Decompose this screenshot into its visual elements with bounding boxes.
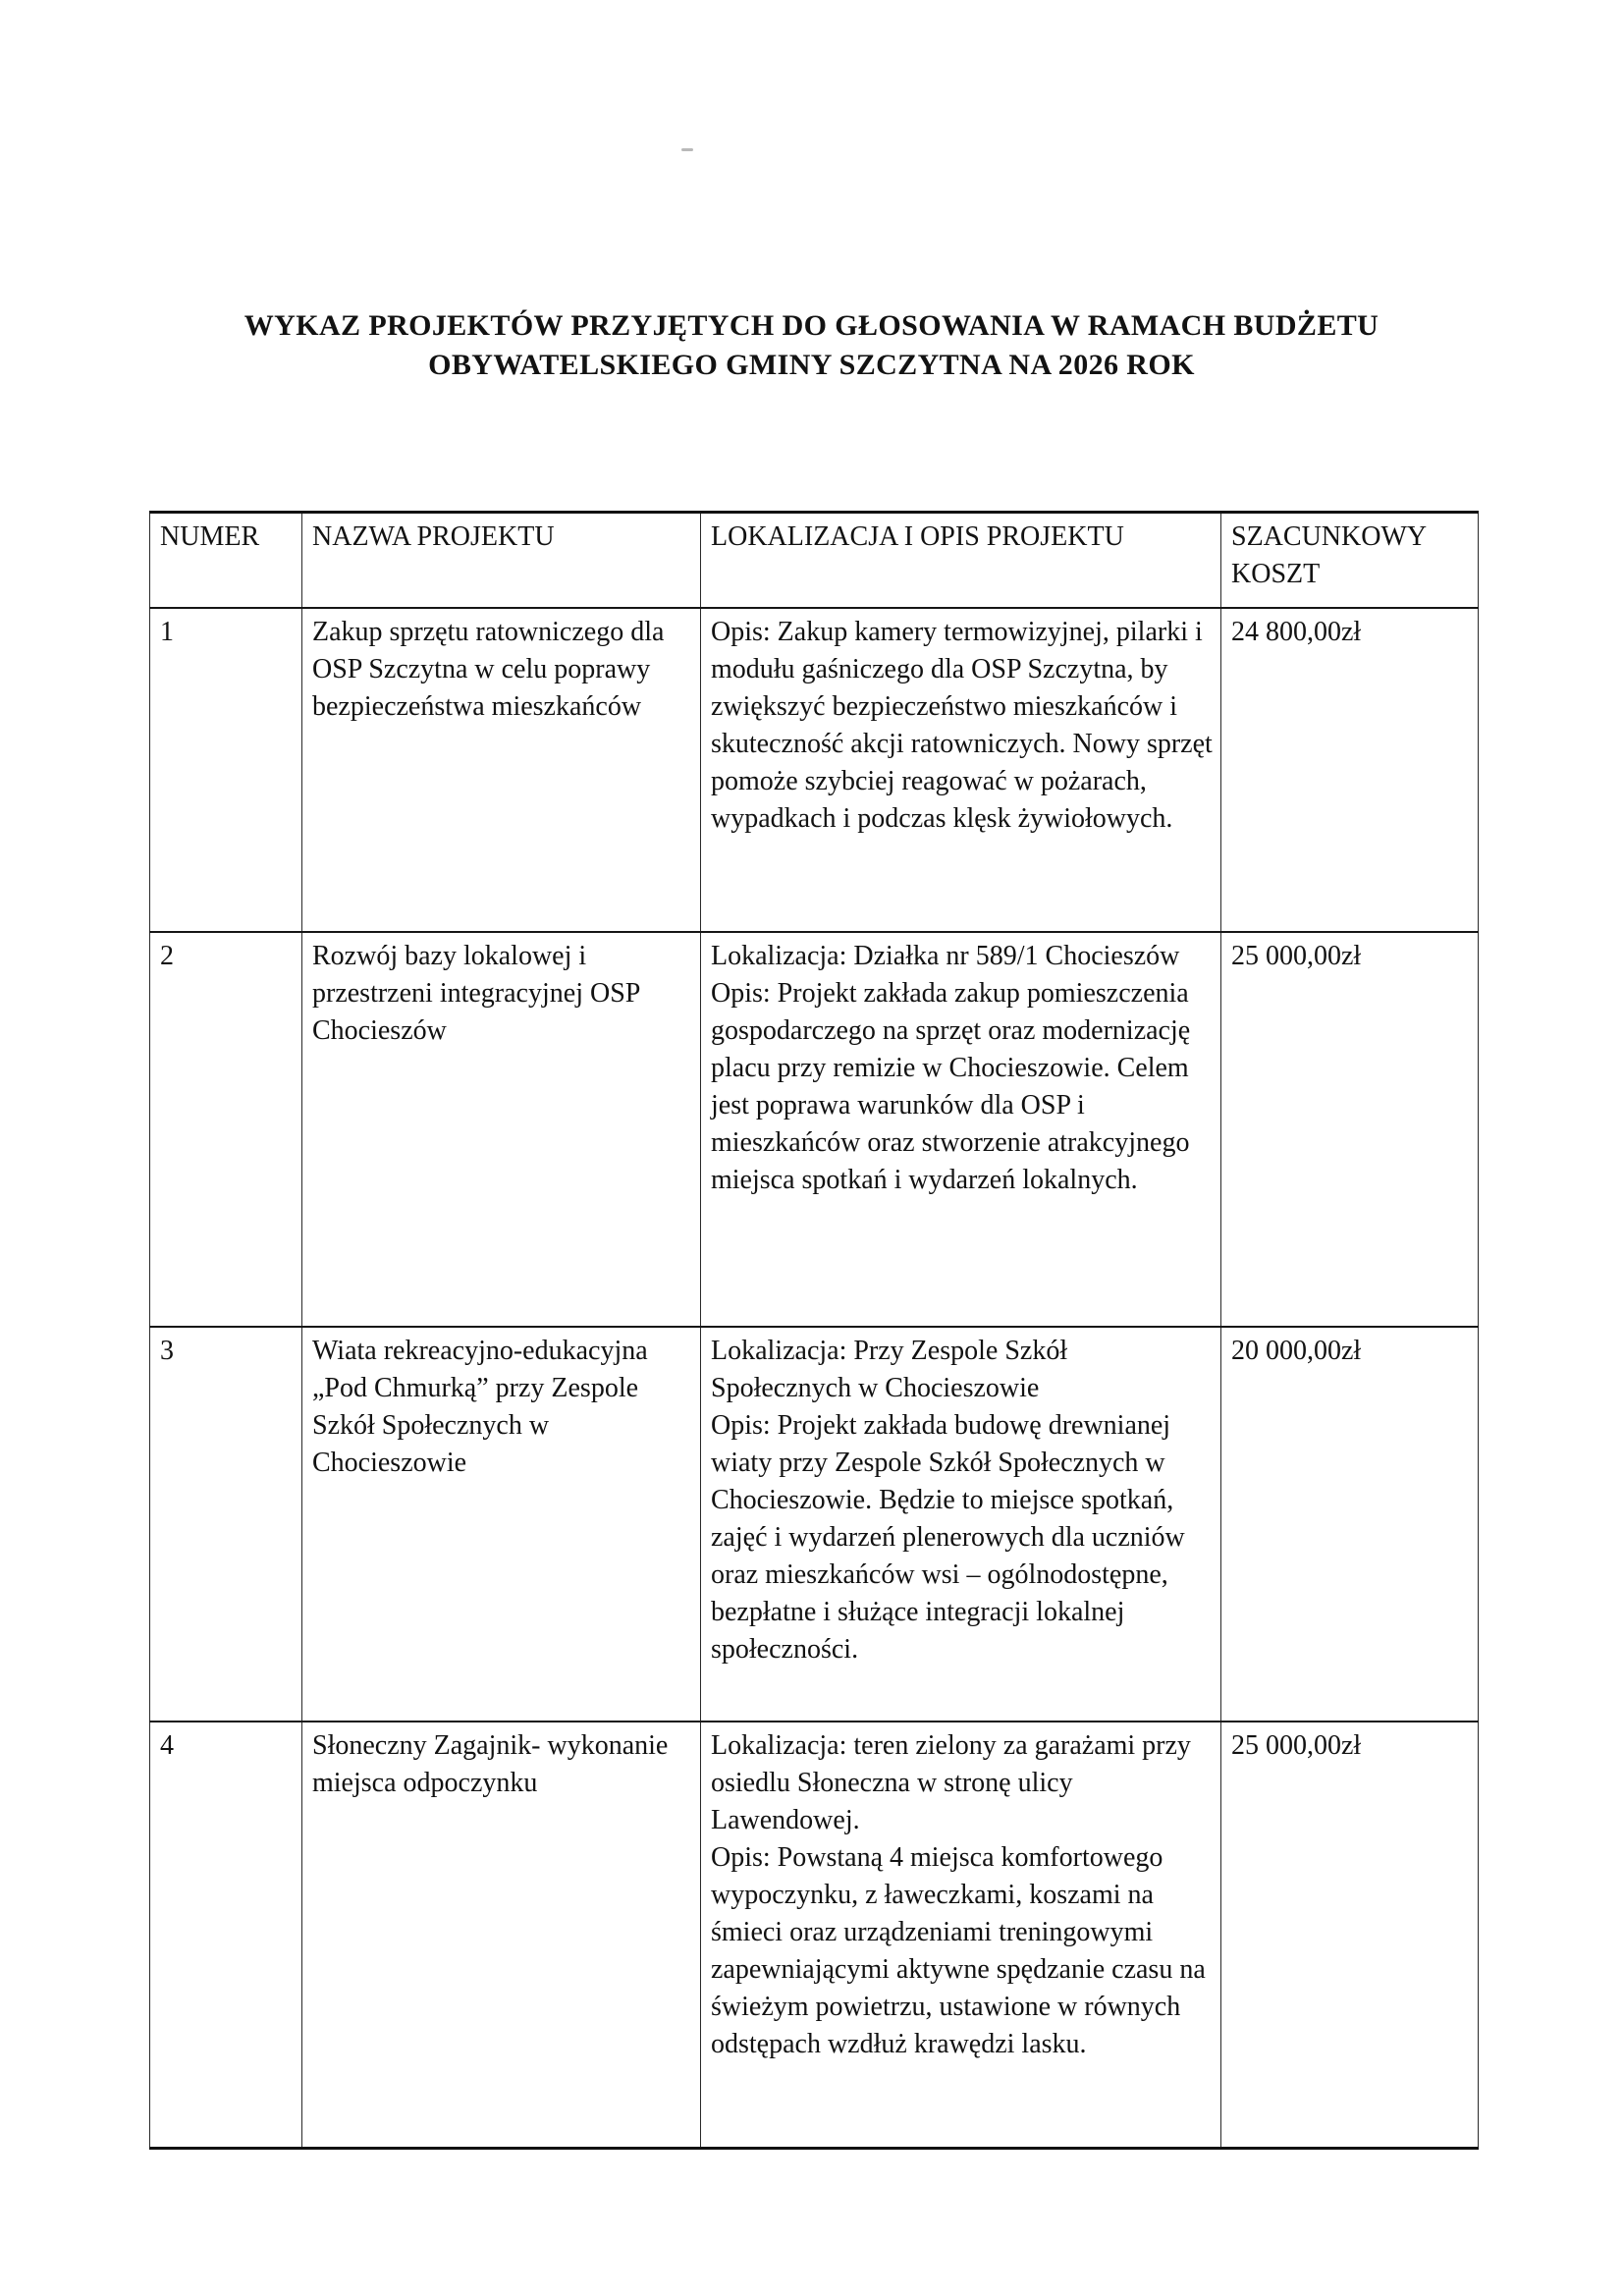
- document-title-line-1: WYKAZ PROJEKTÓW PRZYJĘTYCH DO GŁOSOWANIA W RAMACH BUDŻETU: [243, 309, 1380, 342]
- table-header-row: [150, 513, 1479, 608]
- cell-lokalizacja-opis: [701, 1327, 1221, 1722]
- cell-numer: 1: [150, 608, 302, 932]
- lokalizacja-paragraph: Lokalizacja: Przy Zespole Szkół Społecznych w Chocieszowie: [711, 1335, 1068, 1403]
- cell-nazwa-projektu: Wiata rekreacyjno-edukacyjna „Pod Chmurką” przy Zespole Szkół Społecznych w Chocieszowie: [302, 1327, 701, 1722]
- opis-paragraph: Opis: Projekt zakłada zakup pomieszczenia gospodarczego na sprzęt oraz modernizację placu przy remizie w Chocieszowie. Celem jest poprawa warunków dla OSP i mieszkańców oraz stworzenie atrakcyjnego miejsca spotkań i wydarzeń lokalnych.: [711, 977, 1191, 1195]
- cell-lokalizacja-opis: [701, 932, 1221, 1327]
- lokalizacja-paragraph: Lokalizacja: teren zielony za garażami przy osiedlu Słoneczna w stronę ulicy Lawendowej.: [711, 1729, 1191, 1835]
- cell-koszt: 20 000,00zł: [1221, 1327, 1479, 1722]
- header-numer: NUMER: [150, 513, 302, 608]
- document-title: [0, 306, 1623, 385]
- header-szacunkowy-koszt: SZACUNKOWY KOSZT: [1221, 513, 1479, 608]
- cell-lokalizacja-opis: [701, 608, 1221, 932]
- projects-table: [149, 511, 1479, 2150]
- cell-numer: 4: [150, 1722, 302, 2149]
- scan-artifact: [681, 148, 693, 151]
- lokalizacja-paragraph: Lokalizacja: Działka nr 589/1 Chocieszów: [711, 940, 1180, 971]
- table-row: [150, 1327, 1479, 1722]
- header-lokalizacja-opis: LOKALIZACJA I OPIS PROJEKTU: [701, 513, 1221, 608]
- cell-lokalizacja-opis: [701, 1722, 1221, 2149]
- opis-paragraph: Opis: Powstaną 4 miejsca komfortowego wypoczynku, z ławeczkami, koszami na śmieci oraz urządzeniami treningowymi zapewniającymi aktywne spędzanie czasu na świeżym powietrzu, ustawione w równych odstępach wzdłuż krawędzi lasku.: [711, 1841, 1206, 2059]
- table-row: [150, 1722, 1479, 2149]
- opis-paragraph: Opis: Projekt zakłada budowę drewnianej wiaty przy Zespole Szkół Społecznych w Chocieszowie. Będzie to miejsce spotkań, zajęć i wydarzeń plenerowych dla uczniów oraz mieszkańców wsi – ogólnodostępne, bezpłatne i służące integracji lokalnej społeczności.: [711, 1409, 1185, 1665]
- header-nazwa: NAZWA PROJEKTU: [302, 513, 701, 608]
- opis-paragraph: Opis: Zakup kamery termowizyjnej, pilarki i modułu gaśniczego dla OSP Szczytna, by zwiększyć bezpieczeństwo mieszkańców i skuteczność akcji ratowniczych. Nowy sprzęt pomoże szybciej reagować w pożarach, wypadkach i podczas klęsk żywiołowych.: [711, 616, 1213, 834]
- table-row: [150, 608, 1479, 932]
- cell-koszt: 25 000,00zł: [1221, 932, 1479, 1327]
- cell-numer: 3: [150, 1327, 302, 1722]
- cell-numer: 2: [150, 932, 302, 1327]
- table-row: [150, 932, 1479, 1327]
- cell-koszt: 25 000,00zł: [1221, 1722, 1479, 2149]
- cell-koszt: 24 800,00zł: [1221, 608, 1479, 932]
- cell-nazwa-projektu: Zakup sprzętu ratowniczego dla OSP Szczytna w celu poprawy bezpieczeństwa mieszkańców: [302, 608, 701, 932]
- document-title-line-2: OBYWATELSKIEGO GMINY SZCZYTNA NA 2026 ROK: [428, 349, 1195, 381]
- cell-nazwa-projektu: Rozwój bazy lokalowej i przestrzeni integracyjnej OSP Chocieszów: [302, 932, 701, 1327]
- cell-nazwa-projektu: Słoneczny Zagajnik- wykonanie miejsca odpoczynku: [302, 1722, 701, 2149]
